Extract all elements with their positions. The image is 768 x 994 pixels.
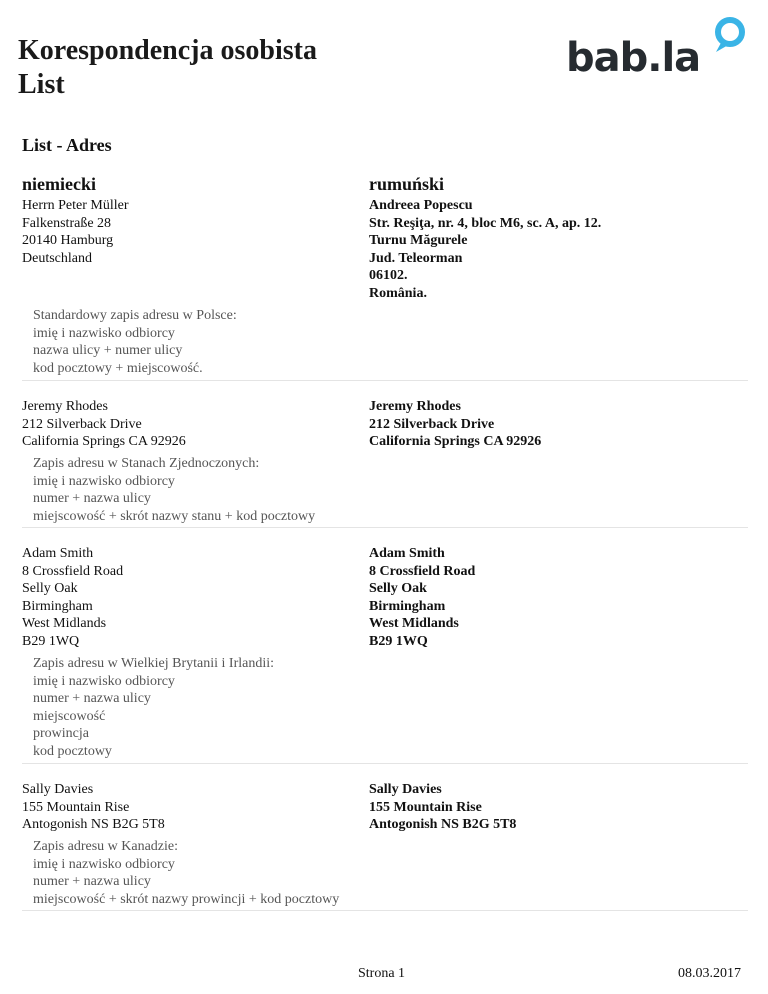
note-line: imię i nazwisko odbiorcy bbox=[33, 673, 175, 689]
note-line: kod pocztowy bbox=[33, 743, 112, 759]
note-line: imię i nazwisko odbiorcy bbox=[33, 856, 175, 872]
address-line: Jud. Teleorman bbox=[369, 250, 463, 266]
speech-bubble-icon bbox=[712, 16, 752, 56]
address-line: România. bbox=[369, 285, 427, 301]
address-line: Andreea Popescu bbox=[369, 198, 473, 213]
address-line: Antogonish NS B2G 5T8 bbox=[369, 817, 517, 832]
address-line: Herrn Peter Müller bbox=[22, 198, 129, 213]
note-line: miejscowość bbox=[33, 708, 106, 724]
address-line: 06102. bbox=[369, 268, 408, 283]
note-line: imię i nazwisko odbiorcy bbox=[33, 325, 175, 341]
address-line: Jeremy Rhodes bbox=[369, 399, 461, 414]
address-line: 212 Silverback Drive bbox=[369, 416, 495, 432]
divider bbox=[22, 527, 748, 528]
address-note-3 bbox=[33, 655, 274, 760]
address-german-3 bbox=[22, 545, 123, 650]
address-german-4 bbox=[22, 781, 165, 834]
address-line: 8 Crossfield Road bbox=[22, 563, 124, 579]
address-line: Deutschland bbox=[22, 250, 92, 266]
address-note-1 bbox=[33, 307, 237, 377]
page-title-line1: Korespondencja osobista bbox=[18, 35, 317, 66]
address-line: Birmingham bbox=[22, 598, 93, 614]
address-line: 155 Mountain Rise bbox=[22, 799, 130, 815]
note-line: numer + nazwa ulicy bbox=[33, 874, 151, 889]
address-line: Selly Oak bbox=[22, 581, 78, 596]
address-line: Falkenstraße 28 bbox=[22, 215, 112, 231]
address-line: California Springs CA 92926 bbox=[369, 434, 542, 449]
page-title-line2: List bbox=[18, 69, 65, 100]
note-line: Standardowy zapis adresu w Polsce: bbox=[33, 308, 237, 323]
address-line: 20140 Hamburg bbox=[22, 233, 114, 248]
address-german-1 bbox=[22, 197, 129, 267]
babla-logo[interactable] bbox=[566, 16, 752, 81]
address-line: Sally Davies bbox=[22, 782, 94, 797]
address-romanian-2 bbox=[369, 398, 541, 451]
address-line: Adam Smith bbox=[369, 546, 445, 561]
document-date: 08.03.2017 bbox=[678, 966, 741, 981]
note-line: prowincja bbox=[33, 726, 89, 741]
address-romanian-3 bbox=[369, 545, 475, 650]
address-line: West Midlands bbox=[369, 616, 459, 631]
address-note-2 bbox=[33, 455, 315, 525]
address-line: B29 1WQ bbox=[22, 633, 80, 649]
note-line: miejscowość + skrót nazwy prowincji + kod pocztowy bbox=[33, 891, 340, 907]
address-line: Antogonish NS B2G 5T8 bbox=[22, 817, 165, 832]
column-header-romanian: rumuński bbox=[369, 174, 445, 194]
column-header-german: niemiecki bbox=[22, 174, 96, 194]
address-line: Str. Reşiţa, nr. 4, bloc M6, sc. A, ap. 12. bbox=[369, 215, 602, 231]
address-line: Birmingham bbox=[369, 598, 446, 614]
note-line: Zapis adresu w Kanadzie: bbox=[33, 839, 178, 854]
document-header bbox=[18, 34, 317, 102]
page-number: Strona 1 bbox=[358, 966, 406, 981]
note-line: kod pocztowy + miejscowość. bbox=[33, 360, 203, 376]
address-line: Turnu Măgurele bbox=[369, 233, 468, 248]
divider bbox=[22, 763, 748, 764]
address-line: West Midlands bbox=[22, 616, 107, 631]
address-line: 212 Silverback Drive bbox=[22, 416, 142, 432]
address-line: California Springs CA 92926 bbox=[22, 434, 186, 449]
logo-text: bab.la bbox=[566, 35, 701, 81]
address-line: Jeremy Rhodes bbox=[22, 399, 108, 414]
address-line: B29 1WQ bbox=[369, 633, 428, 649]
address-line: Selly Oak bbox=[369, 581, 427, 596]
address-line: Sally Davies bbox=[369, 782, 442, 797]
address-line: Adam Smith bbox=[22, 546, 94, 561]
note-line: nazwa ulicy + numer ulicy bbox=[33, 343, 183, 358]
section-title: List - Adres bbox=[22, 135, 112, 155]
address-romanian-1 bbox=[369, 197, 601, 302]
address-line: 155 Mountain Rise bbox=[369, 799, 482, 815]
divider bbox=[22, 910, 748, 911]
address-german-2 bbox=[22, 398, 186, 451]
address-romanian-4 bbox=[369, 781, 516, 834]
note-line: imię i nazwisko odbiorcy bbox=[33, 473, 175, 489]
note-line: numer + nazwa ulicy bbox=[33, 691, 151, 706]
note-line: miejscowość + skrót nazwy stanu + kod pocztowy bbox=[33, 508, 316, 524]
note-line: Zapis adresu w Stanach Zjednoczonych: bbox=[33, 456, 260, 471]
address-line: 8 Crossfield Road bbox=[369, 563, 476, 579]
address-note-4 bbox=[33, 838, 339, 908]
note-line: Zapis adresu w Wielkiej Brytanii i Irlandii: bbox=[33, 656, 275, 671]
divider bbox=[22, 380, 748, 381]
note-line: numer + nazwa ulicy bbox=[33, 491, 151, 506]
